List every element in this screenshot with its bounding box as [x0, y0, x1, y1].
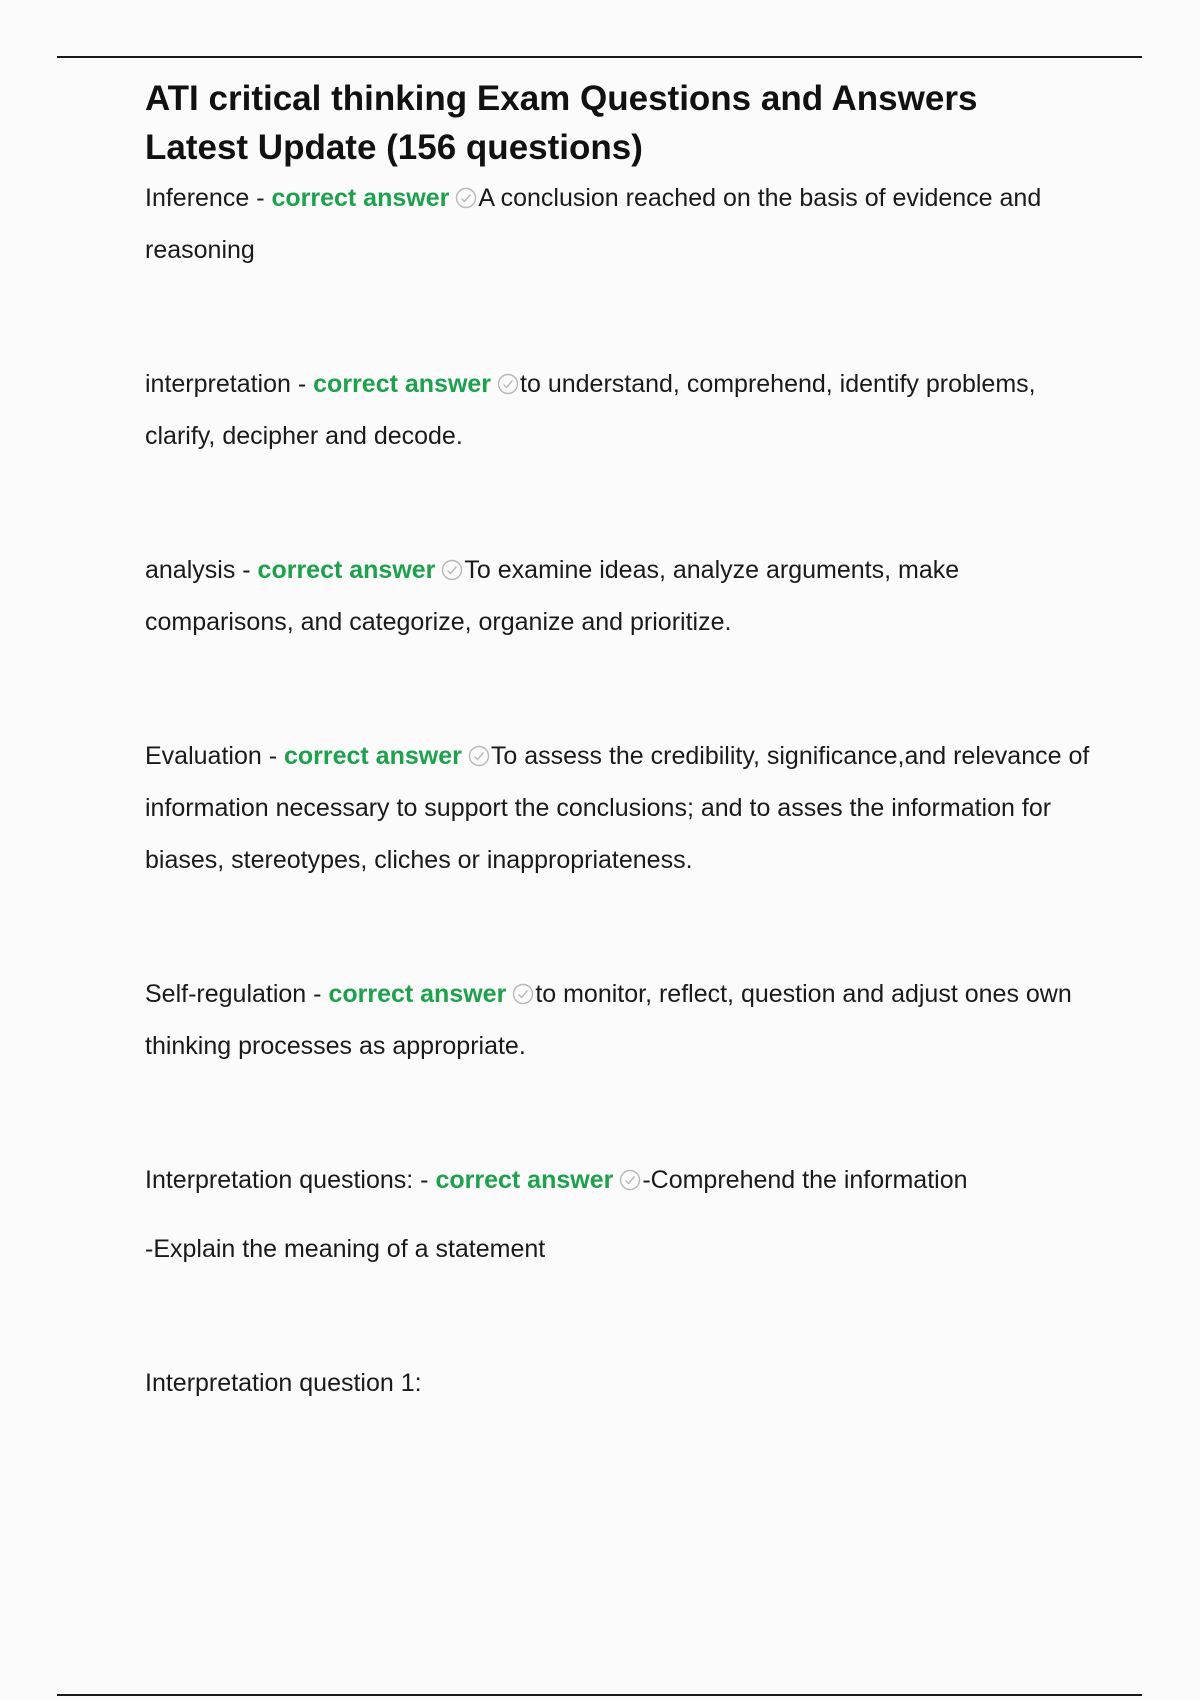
entry-separator: -	[290, 370, 314, 398]
check-circle-icon	[619, 1169, 641, 1191]
check-circle-icon	[441, 559, 463, 581]
entry-term: interpretation	[145, 370, 291, 398]
entry-definition: to understand, comprehend, identify problems, clarify, decipher and decode.	[145, 370, 1036, 450]
entry-definition: to monitor, reflect, question and adjust ones own thinking processes as appropriate.	[145, 980, 1072, 1060]
trailing-question-heading: Interpretation question 1:	[145, 1369, 422, 1397]
top-rule	[57, 56, 1142, 58]
qa-entry	[145, 968, 1090, 1072]
entry-term: analysis	[145, 556, 236, 584]
correct-answer-label: correct answer	[271, 184, 450, 212]
entry-separator: -	[249, 184, 272, 212]
entry-separator: -	[261, 742, 284, 770]
correct-answer-label: correct answer	[283, 742, 462, 770]
document-body	[145, 74, 1090, 1409]
correct-answer-label: correct answer	[257, 556, 436, 584]
entry-definition: -Comprehend the information	[642, 1166, 968, 1194]
entry-separator: -	[306, 980, 329, 1008]
qa-entry	[145, 1154, 1090, 1206]
entry-definition: To assess the credibility, significance,and relevance of information necessary to support the conclusions; and to asses the information for biases, stereotypes, cliches or inappropriateness.	[145, 742, 1090, 874]
correct-answer-label: correct answer	[328, 980, 507, 1008]
bottom-rule	[57, 1694, 1142, 1696]
entry-definition: To examine ideas, analyze arguments, make comparisons, and categorize, organize and prioritize.	[145, 556, 960, 636]
entry-term: Inference	[145, 184, 250, 212]
qa-entry	[145, 172, 1090, 276]
document-title: ATI critical thinking Exam Questions and Answers Latest Update (156 questions)	[145, 79, 978, 167]
qa-entry	[145, 730, 1090, 886]
entry-definition: A conclusion reached on the basis of evidence and reasoning	[145, 184, 1042, 264]
correct-answer-label: correct answer	[435, 1166, 614, 1194]
entry-definition-continued: -Explain the meaning of a statement	[145, 1235, 546, 1263]
entry-term: Interpretation questions:	[145, 1166, 414, 1194]
entry-separator: -	[413, 1166, 436, 1194]
check-circle-icon	[468, 745, 490, 767]
check-circle-icon	[497, 373, 519, 395]
qa-entry	[145, 358, 1090, 462]
entry-separator: -	[235, 556, 258, 584]
correct-answer-label: correct answer	[313, 370, 492, 398]
check-circle-icon	[512, 983, 534, 1005]
check-circle-icon	[455, 187, 477, 209]
entry-term: Self-regulation	[145, 980, 307, 1008]
entry-term: Evaluation	[145, 742, 262, 770]
qa-entry	[145, 544, 1090, 648]
